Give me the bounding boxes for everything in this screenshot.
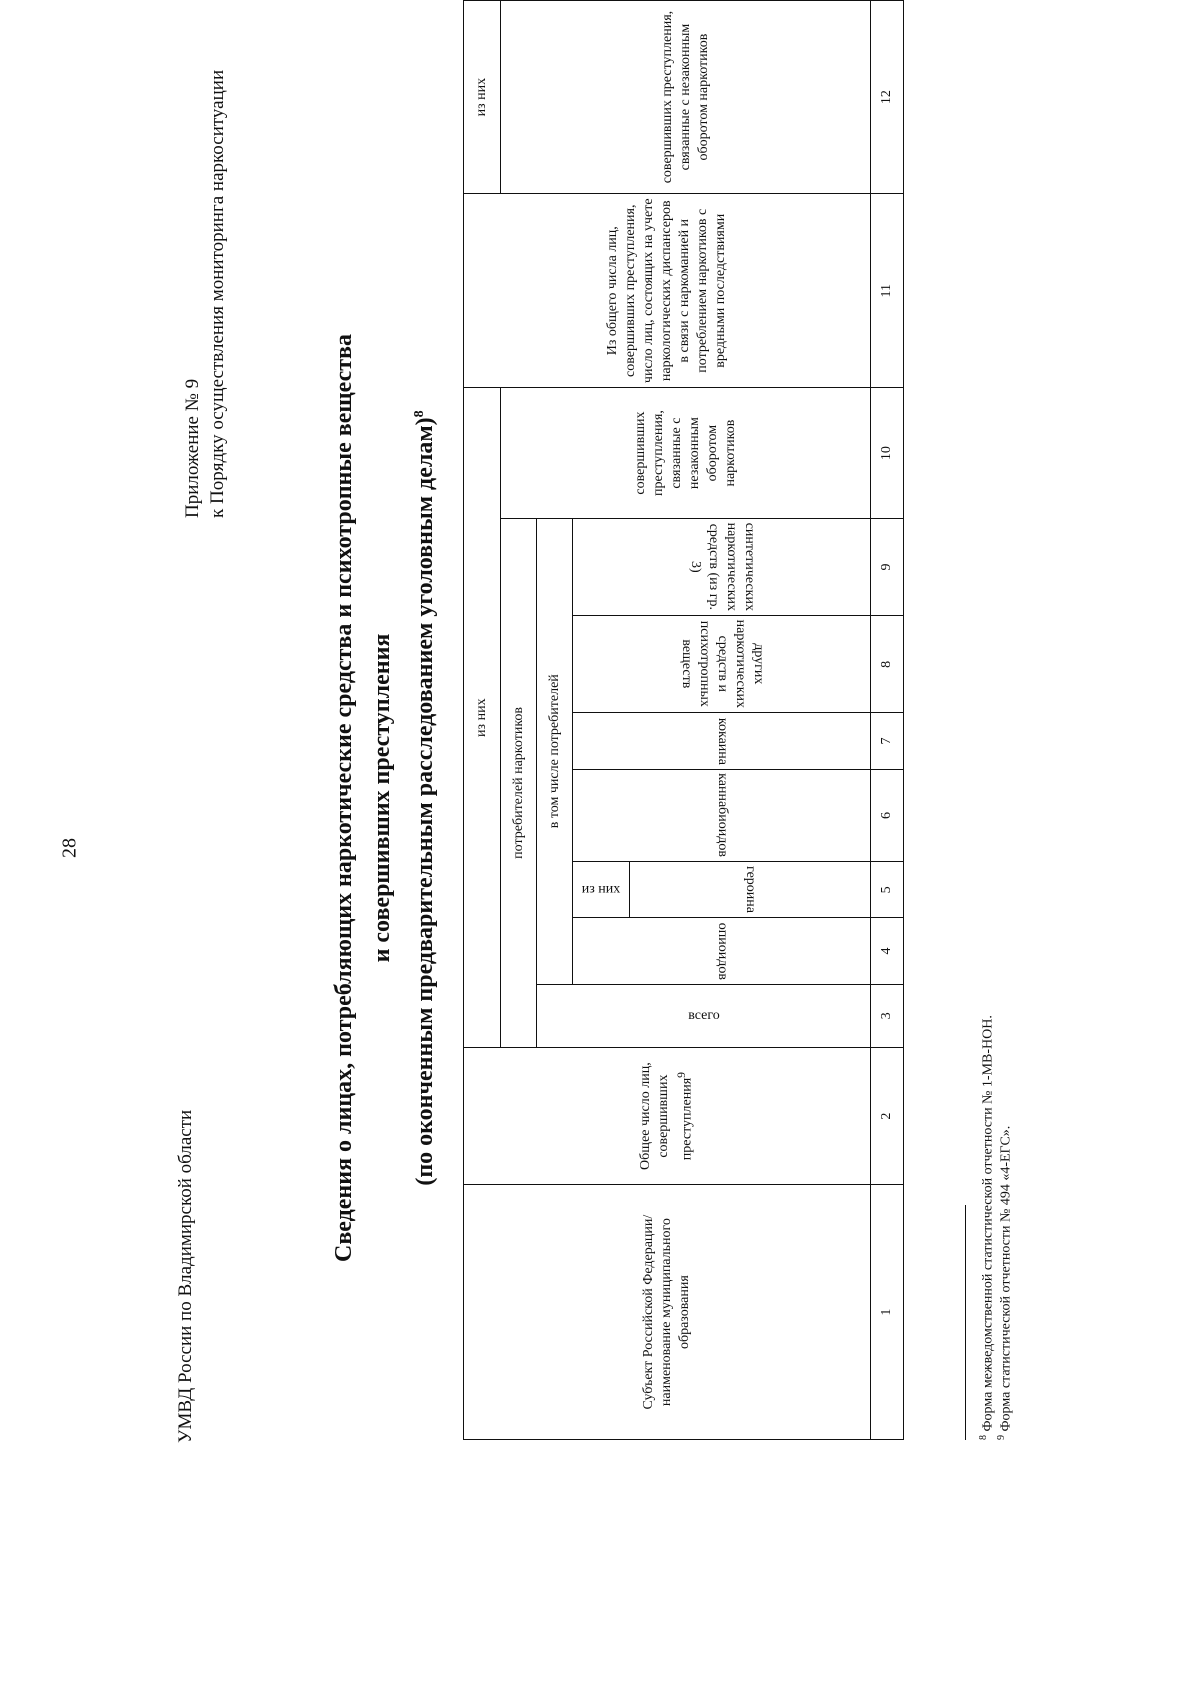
col-num-1: 1 — [871, 1185, 904, 1440]
header-of-them-1: из них — [464, 388, 501, 1048]
header-synthetic-from-col3: (из гр. 3) — [687, 561, 721, 611]
header-of-them-2: из них — [464, 1, 501, 194]
header-heroin-text: героина — [743, 866, 758, 914]
footnote-separator — [965, 1205, 966, 1440]
appendix-number: Приложение № 9 — [182, 378, 203, 518]
header-subject — [464, 1185, 871, 1440]
col-num-3: 3 — [871, 984, 904, 1047]
header-other-drugs — [573, 616, 871, 713]
header-synthetic — [573, 518, 871, 615]
header-total-persons — [464, 1048, 871, 1185]
title-line-3 — [401, 148, 444, 1448]
page-number: 28 — [58, 838, 81, 858]
col-num-10: 10 — [871, 388, 904, 519]
footnote-2 — [993, 1126, 1016, 1440]
header-total-footnote-ref: 9 — [675, 1072, 689, 1078]
header-registered-persons-text: Из общего числа лиц, совершивших преступления, число лиц, состоящих на учете наркологических диспансеров в связи с наркоманией и потреблением наркотиков с вредными последствиями — [605, 198, 728, 384]
header-synthetic-text — [686, 523, 758, 611]
header-drug-consumers: потребителей наркотиков — [501, 518, 537, 1047]
header-of-them-small-text: из них — [581, 881, 621, 897]
header-cocaine-text: кокаина — [714, 717, 730, 765]
header-including-consumers: в том числе потребителей — [537, 518, 573, 984]
col-num-7: 7 — [871, 713, 904, 769]
col-num-5: 5 — [871, 862, 904, 918]
organization-name: УМВД России по Владимирской области — [175, 1109, 196, 1443]
header-cocaine — [573, 713, 871, 769]
header-registered-persons — [464, 194, 871, 388]
document-title — [325, 148, 444, 1448]
header-drug-trafficking-offenders-text: совершивших преступления, связанные с незаконным оборотом наркотиков — [632, 410, 738, 496]
header-opioids — [573, 918, 871, 984]
header-subject-text: Субъект Российской Федерации/ наименование муниципального образования — [641, 1214, 692, 1410]
header-synthetic-label: синтетических наркотических средств — [705, 522, 757, 612]
col-num-8: 8 — [871, 616, 904, 713]
header-cannabinoids — [573, 769, 871, 862]
header-drug-trafficking-offenders — [501, 388, 871, 519]
footnote-2-text: Форма статистической отчетности № 494 «4-ЕГС». — [998, 1125, 1014, 1432]
col-num-6: 6 — [871, 769, 904, 862]
col-num-12: 12 — [871, 1, 904, 194]
appendix-reference: к Порядку осуществления мониторинга наркоситуации — [207, 69, 228, 518]
column-number-row — [871, 1, 904, 1440]
title-line-2: и совершивших преступления — [369, 633, 395, 963]
appendix-header — [180, 18, 230, 518]
header-total-text: всего — [687, 1007, 720, 1023]
header-opioids-text: опиоидов — [714, 922, 730, 980]
col-num-9: 9 — [871, 518, 904, 615]
statistics-table — [463, 0, 904, 1440]
title-line-3-text: (по оконченным предварительным расследованием уголовным делам) — [412, 417, 438, 1186]
col-num-4: 4 — [871, 918, 904, 984]
title-line-1: Сведения о лицах, потребляющих наркотические средства и психотропные вещества — [331, 334, 357, 1262]
footnote-1-text: Форма межведомственной статистической отчетности № 1-МВ-НОН. — [980, 1015, 996, 1432]
header-of-them-small — [573, 862, 630, 918]
footnote-1-number: 8 — [978, 1435, 989, 1440]
header-of-them-trafficking — [501, 1, 871, 194]
header-heroin — [630, 862, 871, 918]
header-of-them-trafficking-text: совершивших преступления, связанные с незаконным оборотом наркотиков — [659, 10, 711, 184]
header-cannabinoids-text: каннабиоидов — [714, 773, 730, 858]
footnote-2-number: 9 — [996, 1435, 1007, 1440]
col-num-11: 11 — [871, 194, 904, 388]
title-footnote-ref: 8 — [412, 410, 427, 418]
header-total — [537, 984, 871, 1047]
header-other-drugs-text: других наркотических средств и психотропных веществ — [678, 620, 766, 709]
col-num-2: 2 — [871, 1048, 904, 1185]
header-total-persons-text: Общее число лиц, совершивших преступления — [638, 1062, 695, 1170]
